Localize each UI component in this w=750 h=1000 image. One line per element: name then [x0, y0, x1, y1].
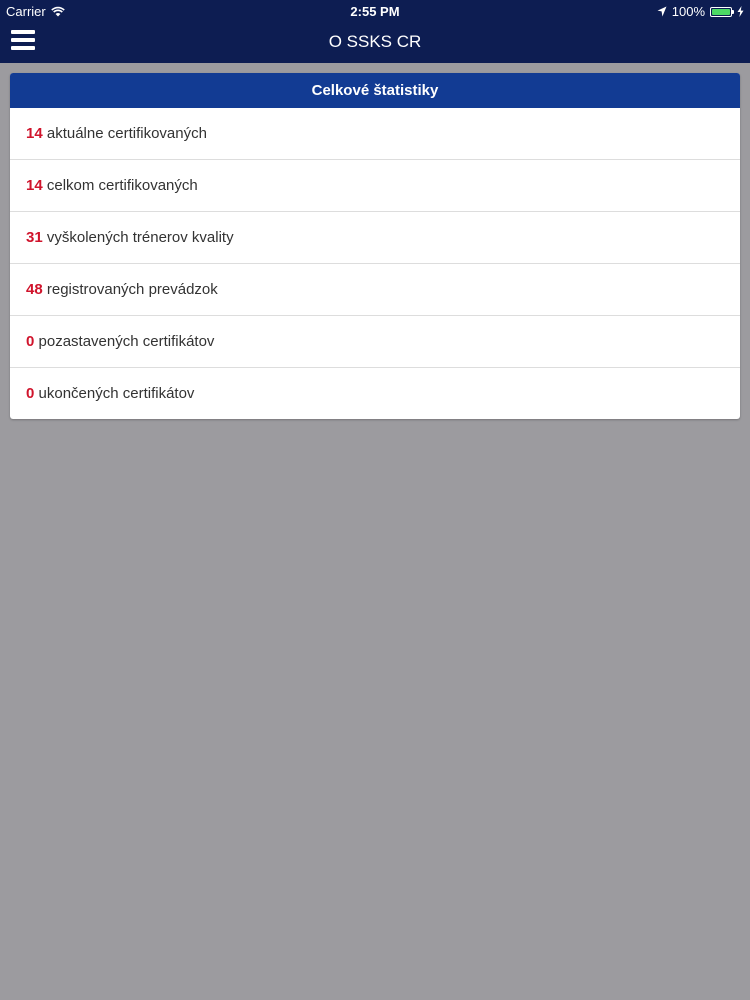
stat-value: 0 [26, 333, 35, 350]
stat-row-current-certified [10, 108, 740, 159]
charging-bolt-icon [737, 6, 744, 17]
status-time: 2:55 PM [350, 4, 400, 19]
stat-row-trained-trainers [10, 211, 740, 263]
stat-value: 14 [26, 177, 43, 194]
stat-row-total-certified [10, 159, 740, 211]
stat-value: 31 [26, 229, 43, 246]
page-title: O SSKS CR [328, 32, 422, 51]
stats-card [10, 73, 740, 419]
status-right [657, 4, 744, 19]
stat-label: ukončených certifikátov [38, 385, 195, 402]
stat-value: 14 [26, 125, 43, 142]
nav-bar [0, 22, 750, 63]
stat-label: aktuálne certifikovaných [46, 125, 207, 142]
stats-list [10, 108, 740, 419]
stat-value: 0 [26, 385, 35, 402]
battery-icon [710, 7, 732, 17]
status-bar [0, 0, 750, 22]
stat-value: 48 [26, 281, 43, 298]
stat-row-registered-establishments [10, 263, 740, 315]
stat-row-terminated-certificates [10, 367, 740, 419]
stat-label: registrovaných prevádzok [46, 281, 218, 298]
battery-fill [712, 9, 730, 15]
stat-label: celkom certifikovaných [46, 177, 198, 194]
stat-label: vyškolených trénerov kvality [46, 229, 234, 246]
stats-header: Celkové štatistiky [10, 73, 740, 108]
stat-label: pozastavených certifikátov [38, 333, 215, 350]
battery-percent: 100% [671, 4, 705, 19]
top-bar [0, 0, 750, 63]
stat-row-suspended-certificates [10, 315, 740, 367]
carrier-label: Carrier [6, 4, 46, 19]
location-arrow-icon [657, 6, 667, 17]
